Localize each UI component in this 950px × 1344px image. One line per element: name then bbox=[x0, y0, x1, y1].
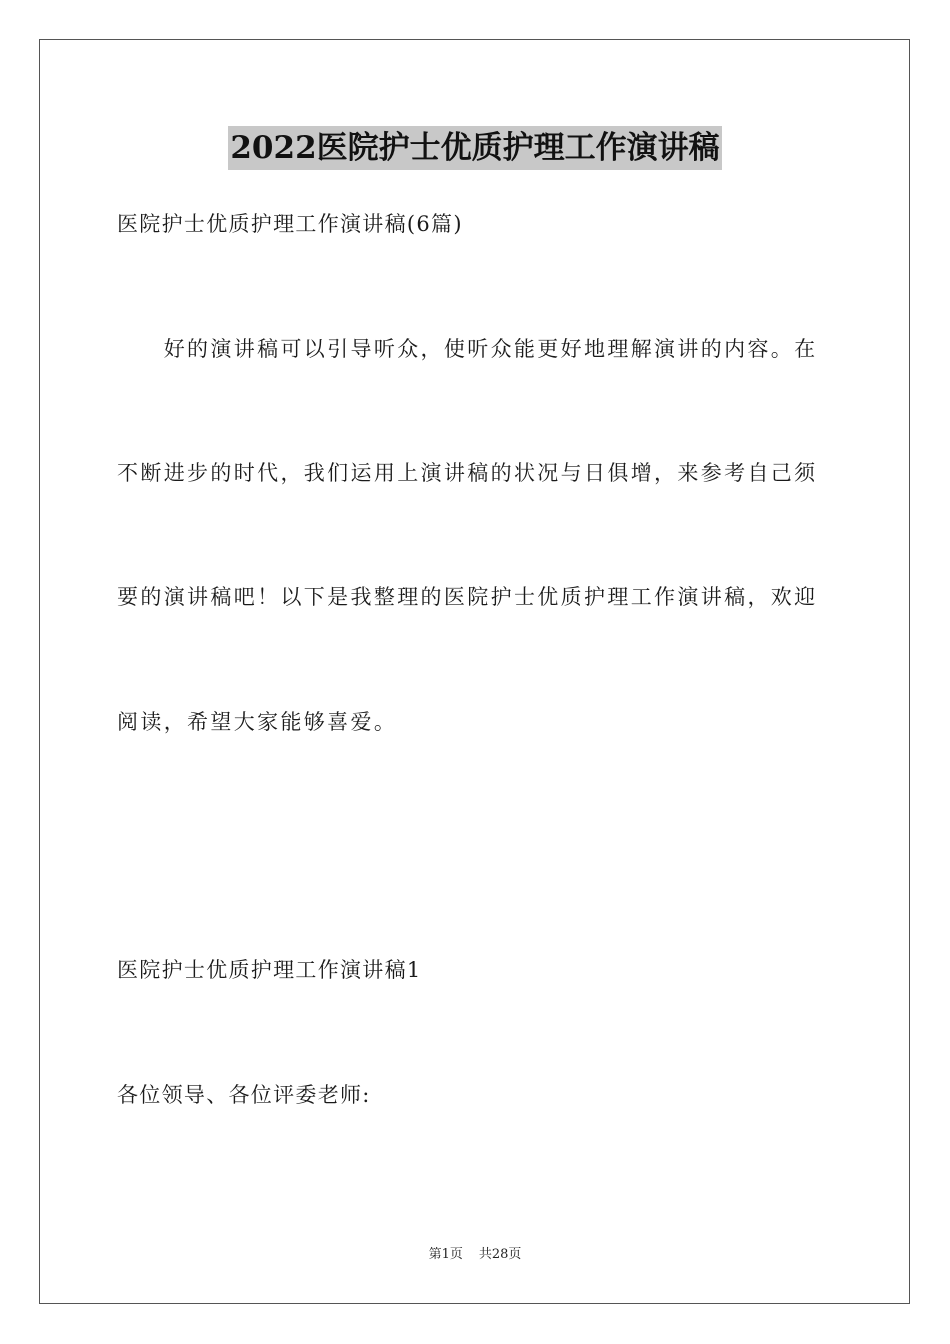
title-container bbox=[0, 126, 950, 170]
intro-line-4: 阅读，希望大家能够喜爱。 bbox=[117, 710, 398, 734]
page-footer bbox=[0, 1246, 950, 1264]
intro-line-2: 不断进步的时代，我们运用上演讲稿的状况与日俱增，来参考自己须 bbox=[117, 461, 818, 485]
page-total: 共28页 bbox=[478, 1247, 522, 1262]
salutation: 各位领导、各位评委老师: bbox=[117, 1083, 371, 1107]
intro-line-3: 要的演讲稿吧！以下是我整理的医院护士优质护理工作演讲稿，欢迎 bbox=[117, 585, 818, 609]
document-subtitle: 医院护士优质护理工作演讲稿(6篇) bbox=[117, 212, 463, 236]
section-heading: 医院护士优质护理工作演讲稿1 bbox=[117, 958, 422, 982]
document-title: 2022医院护士优质护理工作演讲稿 bbox=[228, 126, 721, 170]
page-number: 第1页 bbox=[428, 1247, 463, 1262]
intro-line-1: 好的演讲稿可以引导听众，使听众能更好地理解演讲的内容。在 bbox=[117, 337, 818, 361]
